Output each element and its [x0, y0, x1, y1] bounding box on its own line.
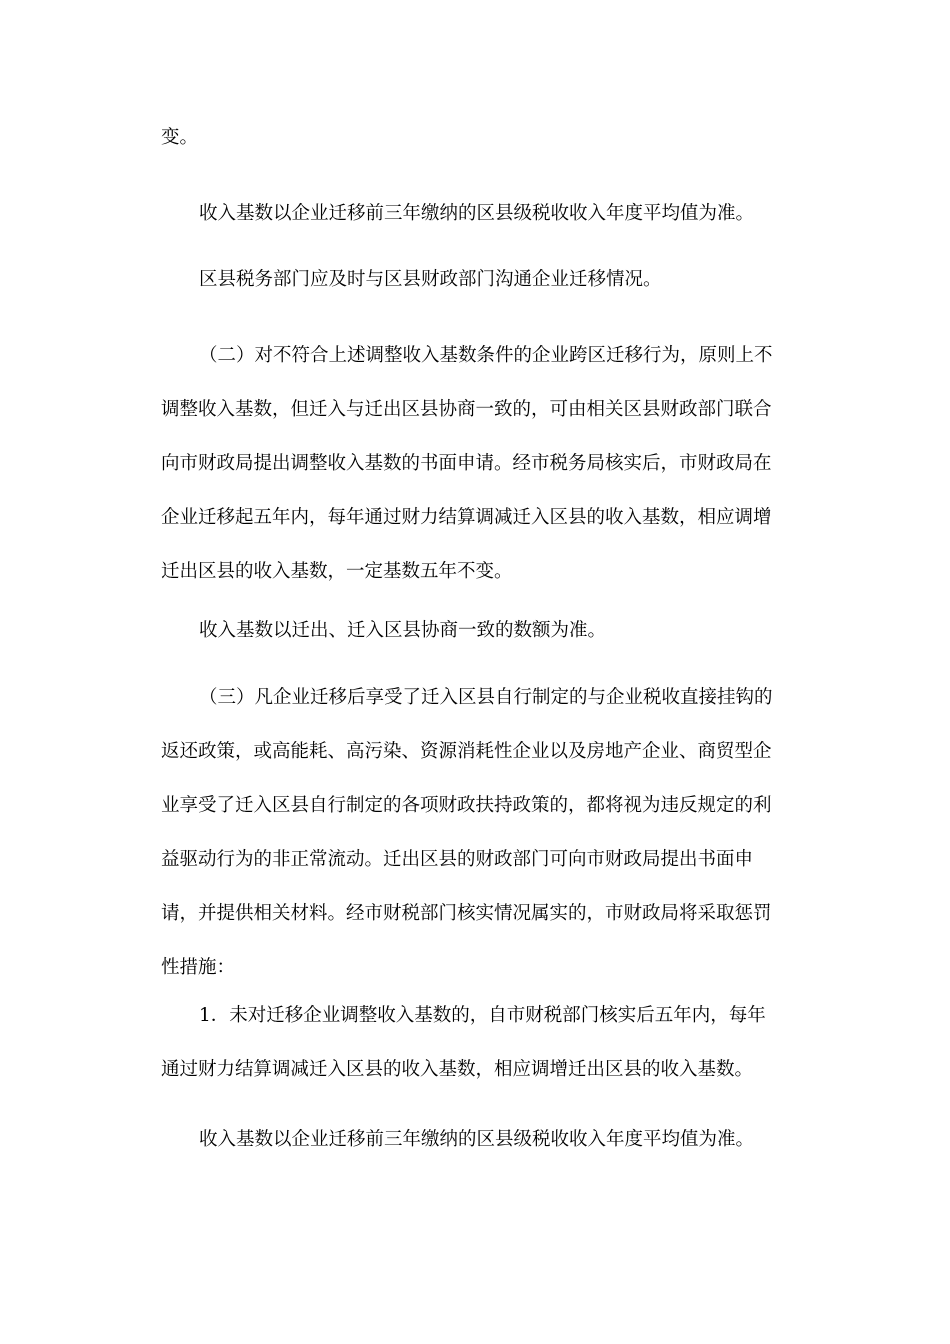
text-line: 收入基数以企业迁移前三年缴纳的区县级税收收入年度平均值为准。 [199, 1129, 755, 1150]
paragraph-continuation [161, 120, 791, 156]
paragraph-income-base-average-repeat [161, 1122, 829, 1158]
paragraph-negotiated-amount [161, 613, 829, 649]
text-line: 益驱动行为的非正常流动。迁出区县的财政部门可向市财政局提出书面申 [161, 849, 754, 870]
text-line: 调整收入基数，但迁入与迁出区县协商一致的，可由相关区县财政部门联合 [161, 399, 772, 420]
text-line: 向市财政局提出调整收入基数的书面申请。经市税务局核实后，市财政局在 [161, 453, 772, 474]
text-line: （三）凡企业迁移后享受了迁入区县自行制定的与企业税收直接挂钩的 [199, 687, 773, 708]
text-line: 通过财力结算调减迁入区县的收入基数，相应调增迁出区县的收入基数。 [161, 1059, 754, 1080]
text-line: 企业迁移起五年内，每年通过财力结算调减迁入区县的收入基数，相应调增 [161, 507, 772, 528]
text-line: 收入基数以迁出、迁入区县协商一致的数额为准。 [199, 620, 607, 641]
text-line: 收入基数以企业迁移前三年缴纳的区县级税收收入年度平均值为准。 [199, 203, 755, 224]
paragraph-section-two [161, 338, 791, 590]
text-line: 业享受了迁入区县自行制定的各项财政扶持政策的，都将视为违反规定的利 [161, 795, 772, 816]
paragraph-item-one [161, 998, 791, 1088]
text-line: 请，并提供相关材料。经市财税部门核实情况属实的，市财政局将采取惩罚 [161, 903, 772, 924]
text-line: 变。 [161, 127, 199, 148]
text-line: 性措施： [161, 957, 236, 978]
text-line: 迁出区县的收入基数，一定基数五年不变。 [161, 561, 513, 582]
paragraph-income-base-average [161, 196, 829, 232]
paragraph-section-three [161, 680, 791, 986]
text-line: （二）对不符合上述调整收入基数条件的企业跨区迁移行为，原则上不 [199, 345, 773, 366]
text-line: 区县税务部门应及时与区县财政部门沟通企业迁移情况。 [199, 269, 662, 290]
paragraph-tax-department-communication [161, 262, 829, 298]
text-line: 返还政策，或高能耗、高污染、资源消耗性企业以及房地产企业、商贸型企 [161, 741, 772, 762]
text-line: 1．未对迁移企业调整收入基数的，自市财税部门核实后五年内，每年 [199, 1005, 766, 1026]
